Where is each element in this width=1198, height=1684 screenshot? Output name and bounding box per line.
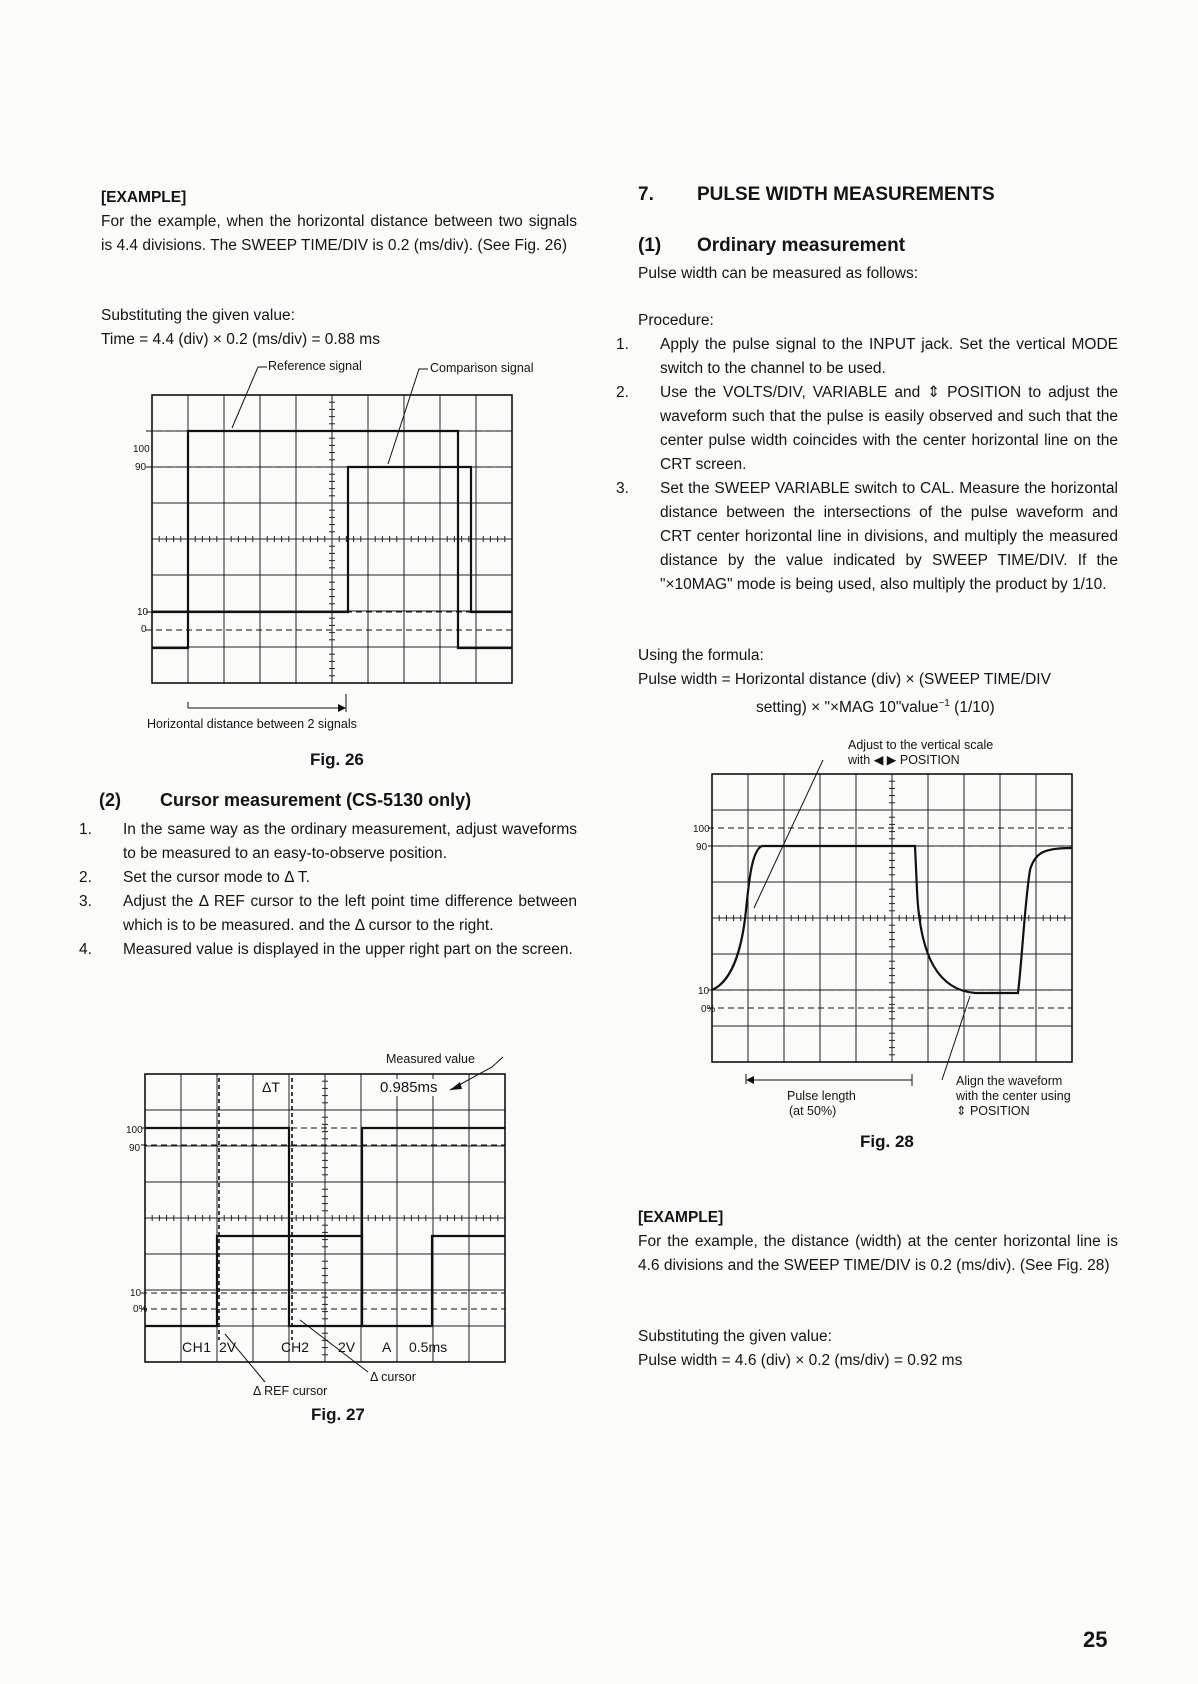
example-text: For the example, when the horizontal distance between two signals is 4.4 divisions. The SWEEP TIME/DIV is 0.2 (ms/div). (See Fig. 26) bbox=[101, 213, 577, 254]
fig26-label-0: 0 bbox=[141, 624, 147, 635]
cursor-step-2: 2. Set the cursor mode to Δ T. bbox=[79, 869, 310, 886]
delta-t-label: ΔT bbox=[262, 1079, 280, 1095]
adjust-label-line1: Adjust to the vertical scale bbox=[848, 738, 994, 752]
fig27-label-10: 10 bbox=[130, 1288, 142, 1299]
procedure-step-2: 2. Use the VOLTS/DIV, VARIABLE and ⇕ POSITION to adjust the waveform such that the pulse is easily observed and such that the center pulse width coincides with the center horizontal line on the CRT screen. bbox=[616, 384, 1118, 473]
formula-label: Using the formula: bbox=[638, 647, 764, 664]
readout-ch2: CH2 bbox=[281, 1339, 310, 1355]
fig27-caption: Fig. 27 bbox=[311, 1405, 365, 1424]
fig26-label-10: 10 bbox=[137, 607, 149, 618]
fig26-label-100: 100 bbox=[133, 444, 150, 455]
section-1-number: (1) bbox=[638, 235, 662, 256]
fig28-label-100: 100 bbox=[693, 824, 710, 835]
fig27-label-90: 90 bbox=[129, 1143, 141, 1154]
example-heading: [EXAMPLE] bbox=[101, 189, 187, 206]
cursor-step-4: 4. Measured value is displayed in the upper right part on the screen. bbox=[79, 941, 573, 958]
pulse-length-line2: (at 50%) bbox=[789, 1104, 837, 1118]
align-leader bbox=[942, 996, 970, 1080]
fig28-grid bbox=[712, 774, 1072, 1062]
adjust-label-line2: with ◀ ▶ POSITION bbox=[848, 753, 960, 767]
fig26-caption: Fig. 26 bbox=[310, 750, 364, 769]
cursor-step-1: 1. In the same way as the ordinary measurement, adjust waveforms to be measured to an easy-to-observe position. bbox=[79, 821, 577, 862]
section-7-title: PULSE WIDTH MEASUREMENTS bbox=[697, 184, 995, 205]
fig28-label-0: 0% bbox=[701, 1004, 716, 1015]
formula-line-2: setting) × "×MAG 10"value$^{-1}$ (1/10) bbox=[756, 698, 995, 717]
section-2-title: Cursor measurement (CS-5130 only) bbox=[160, 790, 472, 810]
fig27-label-0: 0% bbox=[133, 1304, 148, 1315]
comparison-signal-label: Comparison signal bbox=[430, 361, 534, 375]
formula-line-1: Pulse width = Horizontal distance (div) × (SWEEP TIME/DIV bbox=[638, 671, 1051, 688]
distance-label: Horizontal distance between 2 signals bbox=[147, 717, 357, 731]
right-substitution-label: Substituting the given value: bbox=[638, 1328, 832, 1345]
substitution-label: Substituting the given value: bbox=[101, 307, 295, 324]
delta-cursor-label: Δ cursor bbox=[370, 1370, 416, 1384]
measured-value-label: Measured value bbox=[386, 1052, 475, 1066]
cursor-step-3: 3. Adjust the Δ REF cursor to the left point time difference between which is to be measured. and the Δ cursor to the right. bbox=[79, 893, 577, 934]
section-7-number: 7. bbox=[638, 184, 654, 205]
page-number: 25 bbox=[1083, 1627, 1108, 1652]
fig28-caption: Fig. 28 bbox=[860, 1132, 914, 1151]
fig26-label-90: 90 bbox=[135, 462, 147, 473]
substitution-formula: Time = 4.4 (div) × 0.2 (ms/div) = 0.88 ms bbox=[101, 331, 380, 348]
right-substitution-formula: Pulse width = 4.6 (div) × 0.2 (ms/div) = 0.92 ms bbox=[638, 1352, 963, 1369]
readout-ch1: CH1 bbox=[182, 1339, 212, 1355]
procedure-label: Procedure: bbox=[638, 312, 714, 329]
fig28-label-90: 90 bbox=[696, 842, 708, 853]
ref-cursor-label: Δ REF cursor bbox=[253, 1384, 328, 1398]
align-line3: ⇕ POSITION bbox=[956, 1104, 1030, 1118]
readout-mode: A bbox=[382, 1339, 392, 1355]
readout-time: 0.5ms bbox=[409, 1339, 448, 1355]
intro-text: Pulse width can be measured as follows: bbox=[638, 265, 919, 282]
pulse-length-line1: Pulse length bbox=[787, 1089, 856, 1103]
adjust-leader bbox=[754, 760, 823, 908]
right-example-text: For the example, the distance (width) at the center horizontal line is 4.6 divisions and the SWEEP TIME/DIV is 0.2 (ms/div). (See Fig. 28) bbox=[638, 1233, 1118, 1274]
right-example-heading: [EXAMPLE] bbox=[638, 1209, 724, 1226]
section-1-title: Ordinary measurement bbox=[697, 235, 906, 256]
align-line2: with the center using bbox=[956, 1089, 1071, 1103]
reference-signal-label: Reference signal bbox=[268, 359, 362, 373]
readout-ch2-volts: 2V bbox=[338, 1339, 356, 1355]
fig27-label-100: 100 bbox=[126, 1125, 143, 1136]
procedure-step-1: 1. Apply the pulse signal to the INPUT jack. Set the vertical MODE switch to the channel to be used. bbox=[616, 336, 1118, 377]
pulse-length-arrow-left bbox=[746, 1076, 754, 1084]
measured-value: 0.985ms bbox=[380, 1079, 438, 1096]
section-2-number: (2) bbox=[99, 790, 121, 810]
procedure-step-3: 3. Set the SWEEP VARIABLE switch to CAL. Measure the horizontal distance between the intersections of the pulse waveform and CRT center horizontal line in divisions, and multiply the measured distance by the value indicated by SWEEP TIME/DIV. If the "×10MAG" mode is being used, also multiply the product by 1/10. bbox=[616, 480, 1118, 593]
readout-ch1-volts: 2V bbox=[219, 1339, 237, 1355]
align-line1: Align the waveform bbox=[956, 1074, 1063, 1088]
fig28-label-10: 10 bbox=[698, 986, 710, 997]
